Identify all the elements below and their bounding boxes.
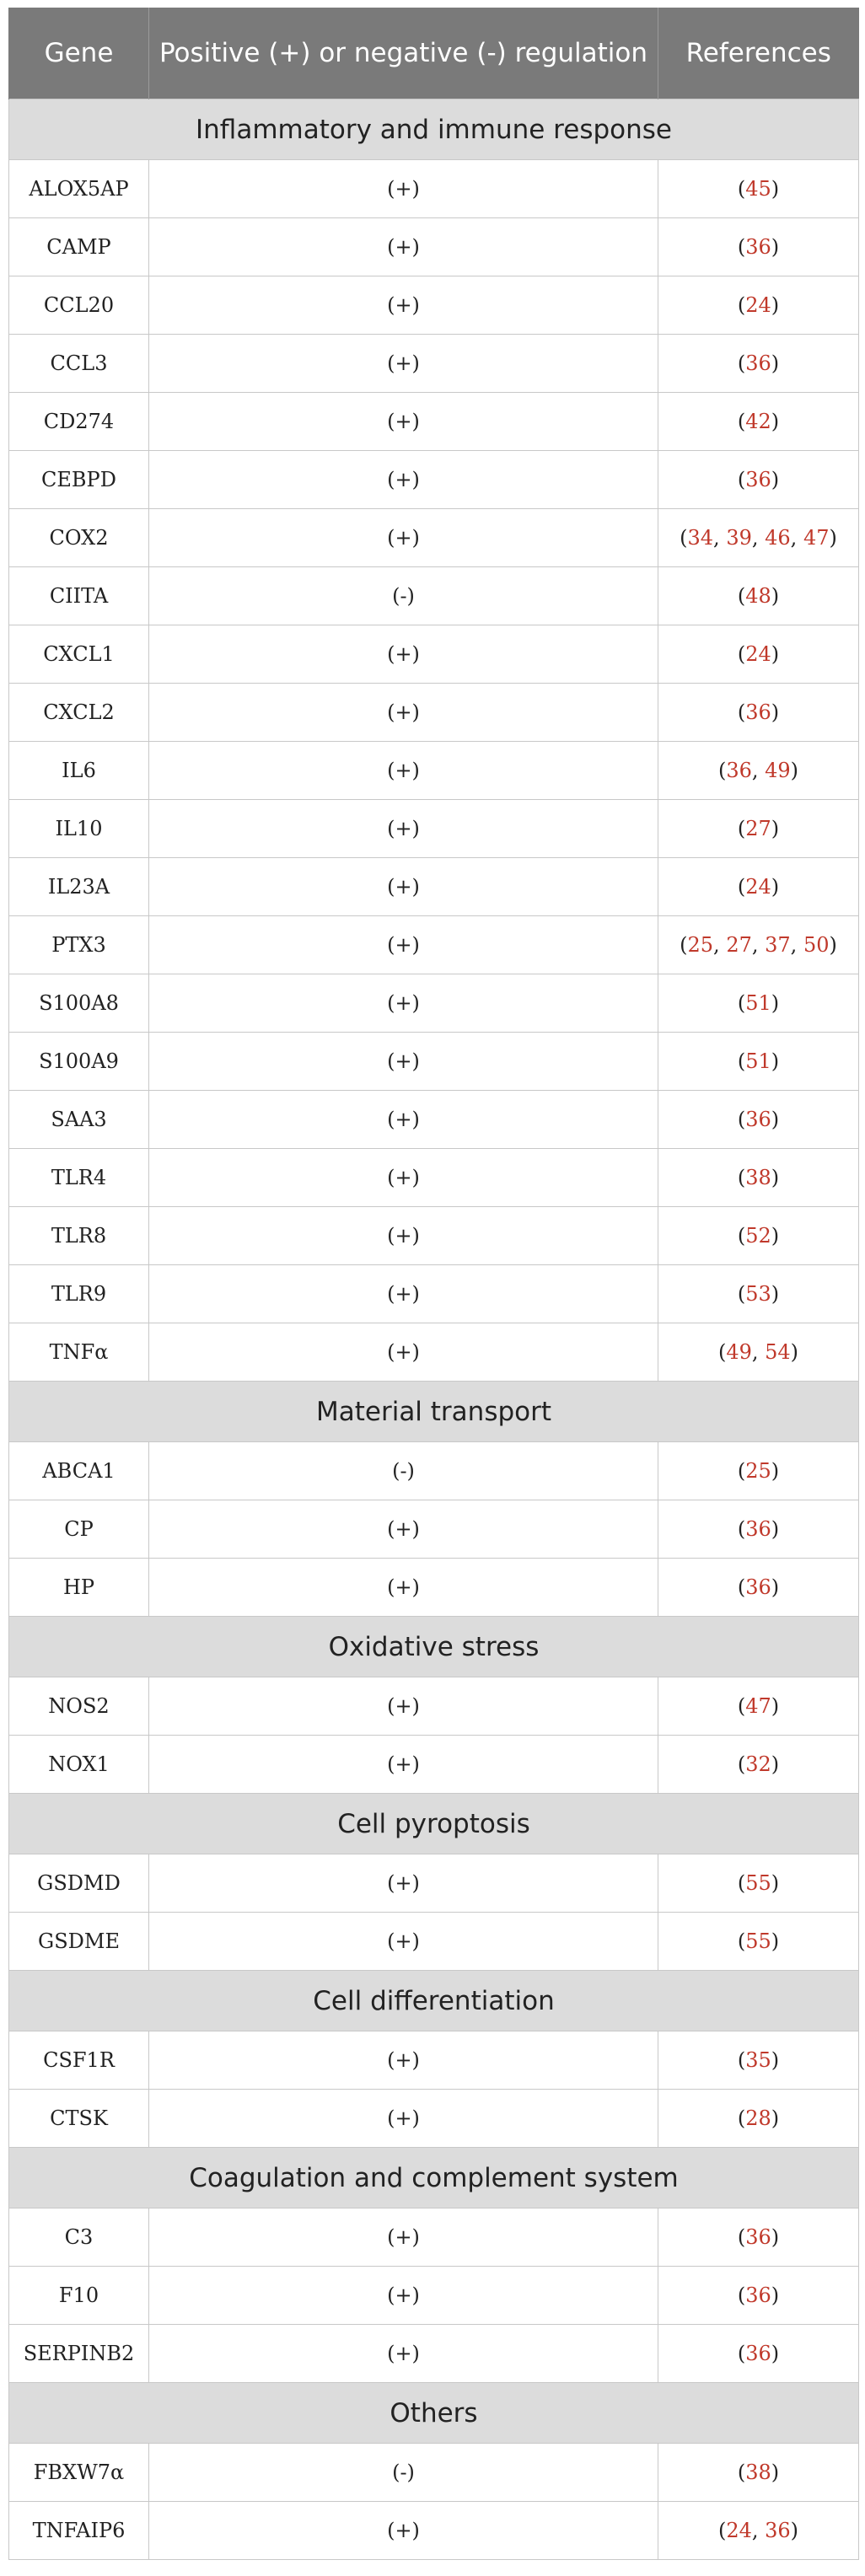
reference-link[interactable]: 55: [745, 1929, 771, 1953]
gene-cell: CSF1R: [9, 2031, 149, 2090]
table-row: [9, 684, 859, 742]
section-row: [9, 1971, 859, 2031]
table-row: [9, 858, 859, 916]
table-row: [9, 1323, 859, 1382]
section-title: Inflammatory and immune response: [9, 99, 859, 160]
references-cell: (25, 27, 37, 50): [658, 916, 859, 974]
header-regulation: Positive (+) or negative (-) regulation: [149, 8, 658, 99]
table-row: [9, 160, 859, 218]
references-cell: (24): [658, 625, 859, 684]
gene-cell: SERPINB2: [9, 2325, 149, 2383]
regulation-cell: (+): [149, 974, 658, 1033]
reference-link[interactable]: 25: [745, 1459, 771, 1483]
gene-regulation-table: [8, 8, 859, 2560]
reference-link[interactable]: 24: [745, 293, 771, 317]
regulation-cell: (+): [149, 625, 658, 684]
references-cell: (51): [658, 1033, 859, 1091]
references-cell: (36): [658, 335, 859, 393]
regulation-cell: (-): [149, 2444, 658, 2502]
regulation-cell: (+): [149, 800, 658, 858]
references-cell: (28): [658, 2090, 859, 2148]
reference-link[interactable]: 24: [745, 875, 771, 899]
reference-link[interactable]: 45: [745, 177, 771, 201]
gene-cell: CIITA: [9, 567, 149, 625]
reference-link[interactable]: 48: [745, 584, 771, 608]
regulation-cell: (+): [149, 2208, 658, 2267]
table-row: [9, 1149, 859, 1207]
reference-link[interactable]: 28: [745, 2106, 771, 2130]
gene-cell: CP: [9, 1500, 149, 1559]
table-row: [9, 393, 859, 451]
references-cell: (36): [658, 451, 859, 509]
table-row: [9, 1854, 859, 1913]
section-row: [9, 1382, 859, 1442]
reference-link[interactable]: 51: [745, 1049, 771, 1073]
header-gene: Gene: [9, 8, 149, 99]
gene-cell: NOS2: [9, 1677, 149, 1736]
regulation-cell: (+): [149, 393, 658, 451]
references-cell: (36): [658, 218, 859, 276]
reference-link[interactable]: 36: [745, 2342, 771, 2365]
gene-cell: TNFα: [9, 1323, 149, 1382]
gene-cell: S100A9: [9, 1033, 149, 1091]
reference-link[interactable]: 36: [745, 468, 771, 491]
reference-link[interactable]: 46: [765, 526, 791, 550]
gene-cell: HP: [9, 1559, 149, 1617]
gene-cell: GSDME: [9, 1913, 149, 1971]
table-row: [9, 1736, 859, 1794]
reference-link[interactable]: 36: [745, 2225, 771, 2249]
reference-link[interactable]: 49: [726, 1340, 752, 1364]
reference-link[interactable]: 24: [726, 2519, 752, 2542]
reference-link[interactable]: 27: [726, 933, 752, 957]
table-row: [9, 1207, 859, 1265]
regulation-cell: (+): [149, 1500, 658, 1559]
table-row: [9, 1033, 859, 1091]
reference-link[interactable]: 51: [745, 991, 771, 1015]
regulation-cell: (+): [149, 276, 658, 335]
references-cell: (24): [658, 858, 859, 916]
table-row: [9, 2031, 859, 2090]
section-row: [9, 2148, 859, 2208]
references-cell: (53): [658, 1265, 859, 1323]
regulation-cell: (+): [149, 1736, 658, 1794]
reference-link[interactable]: 42: [745, 410, 771, 433]
reference-link[interactable]: 53: [745, 1282, 771, 1306]
section-row: [9, 2383, 859, 2444]
table-row: [9, 276, 859, 335]
references-cell: (36): [658, 1559, 859, 1617]
reference-link[interactable]: 55: [745, 1871, 771, 1895]
gene-cell: TNFAIP6: [9, 2502, 149, 2560]
regulation-cell: (+): [149, 160, 658, 218]
header-row: [9, 8, 859, 99]
reference-link[interactable]: 36: [726, 759, 752, 782]
regulation-cell: (-): [149, 567, 658, 625]
regulation-cell: (+): [149, 1559, 658, 1617]
table-row: [9, 1677, 859, 1736]
references-cell: (36): [658, 2208, 859, 2267]
regulation-cell: (+): [149, 509, 658, 567]
references-cell: (24, 36): [658, 2502, 859, 2560]
reference-link[interactable]: 36: [745, 1575, 771, 1599]
gene-cell: TLR9: [9, 1265, 149, 1323]
table-row: [9, 2090, 859, 2148]
reference-link[interactable]: 38: [745, 1166, 771, 1189]
gene-cell: C3: [9, 2208, 149, 2267]
table-row: [9, 800, 859, 858]
regulation-cell: (+): [149, 335, 658, 393]
reference-link[interactable]: 54: [765, 1340, 791, 1364]
gene-cell: TLR8: [9, 1207, 149, 1265]
table-row: [9, 509, 859, 567]
references-cell: (51): [658, 974, 859, 1033]
references-cell: (36): [658, 2325, 859, 2383]
gene-cell: CD274: [9, 393, 149, 451]
section-title: Others: [9, 2383, 859, 2444]
reference-link[interactable]: 34: [687, 526, 714, 550]
references-cell: (48): [658, 567, 859, 625]
references-cell: (24): [658, 276, 859, 335]
table-row: [9, 1500, 859, 1559]
gene-cell: ALOX5AP: [9, 160, 149, 218]
regulation-cell: (-): [149, 1442, 658, 1500]
section-row: [9, 1794, 859, 1854]
table-row: [9, 1559, 859, 1617]
gene-cell: CXCL2: [9, 684, 149, 742]
regulation-cell: (+): [149, 1091, 658, 1149]
regulation-cell: (+): [149, 1207, 658, 1265]
references-cell: (32): [658, 1736, 859, 1794]
reference-link[interactable]: 25: [687, 933, 714, 957]
section-row: [9, 99, 859, 160]
references-cell: (36): [658, 1091, 859, 1149]
gene-cell: GSDMD: [9, 1854, 149, 1913]
reference-link[interactable]: 32: [745, 1752, 771, 1776]
reference-link[interactable]: 38: [745, 2461, 771, 2484]
gene-cell: CTSK: [9, 2090, 149, 2148]
gene-cell: NOX1: [9, 1736, 149, 1794]
table-row: [9, 335, 859, 393]
references-cell: (55): [658, 1854, 859, 1913]
table-row: [9, 2267, 859, 2325]
gene-cell: FBXW7α: [9, 2444, 149, 2502]
table-row: [9, 1913, 859, 1971]
regulation-cell: (+): [149, 1149, 658, 1207]
reference-link[interactable]: 35: [745, 2048, 771, 2072]
regulation-cell: (+): [149, 916, 658, 974]
gene-cell: S100A8: [9, 974, 149, 1033]
gene-cell: SAA3: [9, 1091, 149, 1149]
reference-link[interactable]: 49: [765, 759, 791, 782]
references-cell: (55): [658, 1913, 859, 1971]
regulation-cell: (+): [149, 1913, 658, 1971]
regulation-cell: (+): [149, 1323, 658, 1382]
reference-link[interactable]: 47: [803, 526, 830, 550]
table-row: [9, 218, 859, 276]
regulation-cell: (+): [149, 451, 658, 509]
section-title: Oxidative stress: [9, 1617, 859, 1677]
section-title: Material transport: [9, 1382, 859, 1442]
table-row: [9, 567, 859, 625]
gene-cell: ABCA1: [9, 1442, 149, 1500]
reference-link[interactable]: 27: [745, 817, 771, 840]
gene-cell: PTX3: [9, 916, 149, 974]
gene-cell: IL10: [9, 800, 149, 858]
gene-cell: IL23A: [9, 858, 149, 916]
header-references: References: [658, 8, 859, 99]
regulation-cell: (+): [149, 1265, 658, 1323]
regulation-cell: (+): [149, 218, 658, 276]
reference-link[interactable]: 36: [745, 235, 771, 259]
reference-link[interactable]: 50: [803, 933, 830, 957]
regulation-cell: (+): [149, 1854, 658, 1913]
reference-link[interactable]: 24: [745, 642, 771, 666]
regulation-cell: (+): [149, 2502, 658, 2560]
reference-link[interactable]: 36: [745, 1517, 771, 1541]
section-title: Coagulation and complement system: [9, 2148, 859, 2208]
gene-cell: CCL20: [9, 276, 149, 335]
table-row: [9, 1091, 859, 1149]
reference-link[interactable]: 37: [765, 933, 791, 957]
references-cell: (25): [658, 1442, 859, 1500]
reference-link[interactable]: 47: [745, 1694, 771, 1718]
references-cell: (36): [658, 2267, 859, 2325]
gene-cell: CAMP: [9, 218, 149, 276]
reference-link[interactable]: 36: [745, 352, 771, 375]
gene-cell: IL6: [9, 742, 149, 800]
reference-link[interactable]: 36: [745, 1108, 771, 1131]
section-row: [9, 1617, 859, 1677]
gene-cell: COX2: [9, 509, 149, 567]
regulation-cell: (+): [149, 2267, 658, 2325]
gene-cell: CXCL1: [9, 625, 149, 684]
regulation-cell: (+): [149, 858, 658, 916]
references-cell: (38): [658, 2444, 859, 2502]
regulation-cell: (+): [149, 2090, 658, 2148]
references-cell: (47): [658, 1677, 859, 1736]
table-row: [9, 625, 859, 684]
table-row: [9, 2444, 859, 2502]
reference-link[interactable]: 36: [765, 2519, 791, 2542]
gene-cell: TLR4: [9, 1149, 149, 1207]
table-row: [9, 2502, 859, 2560]
reference-link[interactable]: 52: [745, 1224, 771, 1248]
regulation-cell: (+): [149, 1033, 658, 1091]
references-cell: (35): [658, 2031, 859, 2090]
section-title: Cell pyroptosis: [9, 1794, 859, 1854]
references-cell: (27): [658, 800, 859, 858]
references-cell: (36): [658, 684, 859, 742]
references-cell: (38): [658, 1149, 859, 1207]
table-body: [9, 99, 859, 2560]
regulation-cell: (+): [149, 1677, 658, 1736]
references-cell: (52): [658, 1207, 859, 1265]
table-row: [9, 742, 859, 800]
table-row: [9, 451, 859, 509]
table-row: [9, 1442, 859, 1500]
regulation-cell: (+): [149, 742, 658, 800]
gene-cell: CEBPD: [9, 451, 149, 509]
table-row: [9, 1265, 859, 1323]
references-cell: (36): [658, 1500, 859, 1559]
regulation-cell: (+): [149, 2031, 658, 2090]
table-row: [9, 2325, 859, 2383]
regulation-cell: (+): [149, 2325, 658, 2383]
references-cell: (36, 49): [658, 742, 859, 800]
reference-link[interactable]: 36: [745, 2284, 771, 2307]
references-cell: (34, 39, 46, 47): [658, 509, 859, 567]
table-row: [9, 2208, 859, 2267]
reference-link[interactable]: 39: [726, 526, 752, 550]
references-cell: (49, 54): [658, 1323, 859, 1382]
references-cell: (45): [658, 160, 859, 218]
references-cell: (42): [658, 393, 859, 451]
gene-cell: CCL3: [9, 335, 149, 393]
section-title: Cell differentiation: [9, 1971, 859, 2031]
table-row: [9, 916, 859, 974]
gene-cell: F10: [9, 2267, 149, 2325]
table-row: [9, 974, 859, 1033]
reference-link[interactable]: 36: [745, 700, 771, 724]
regulation-cell: (+): [149, 684, 658, 742]
